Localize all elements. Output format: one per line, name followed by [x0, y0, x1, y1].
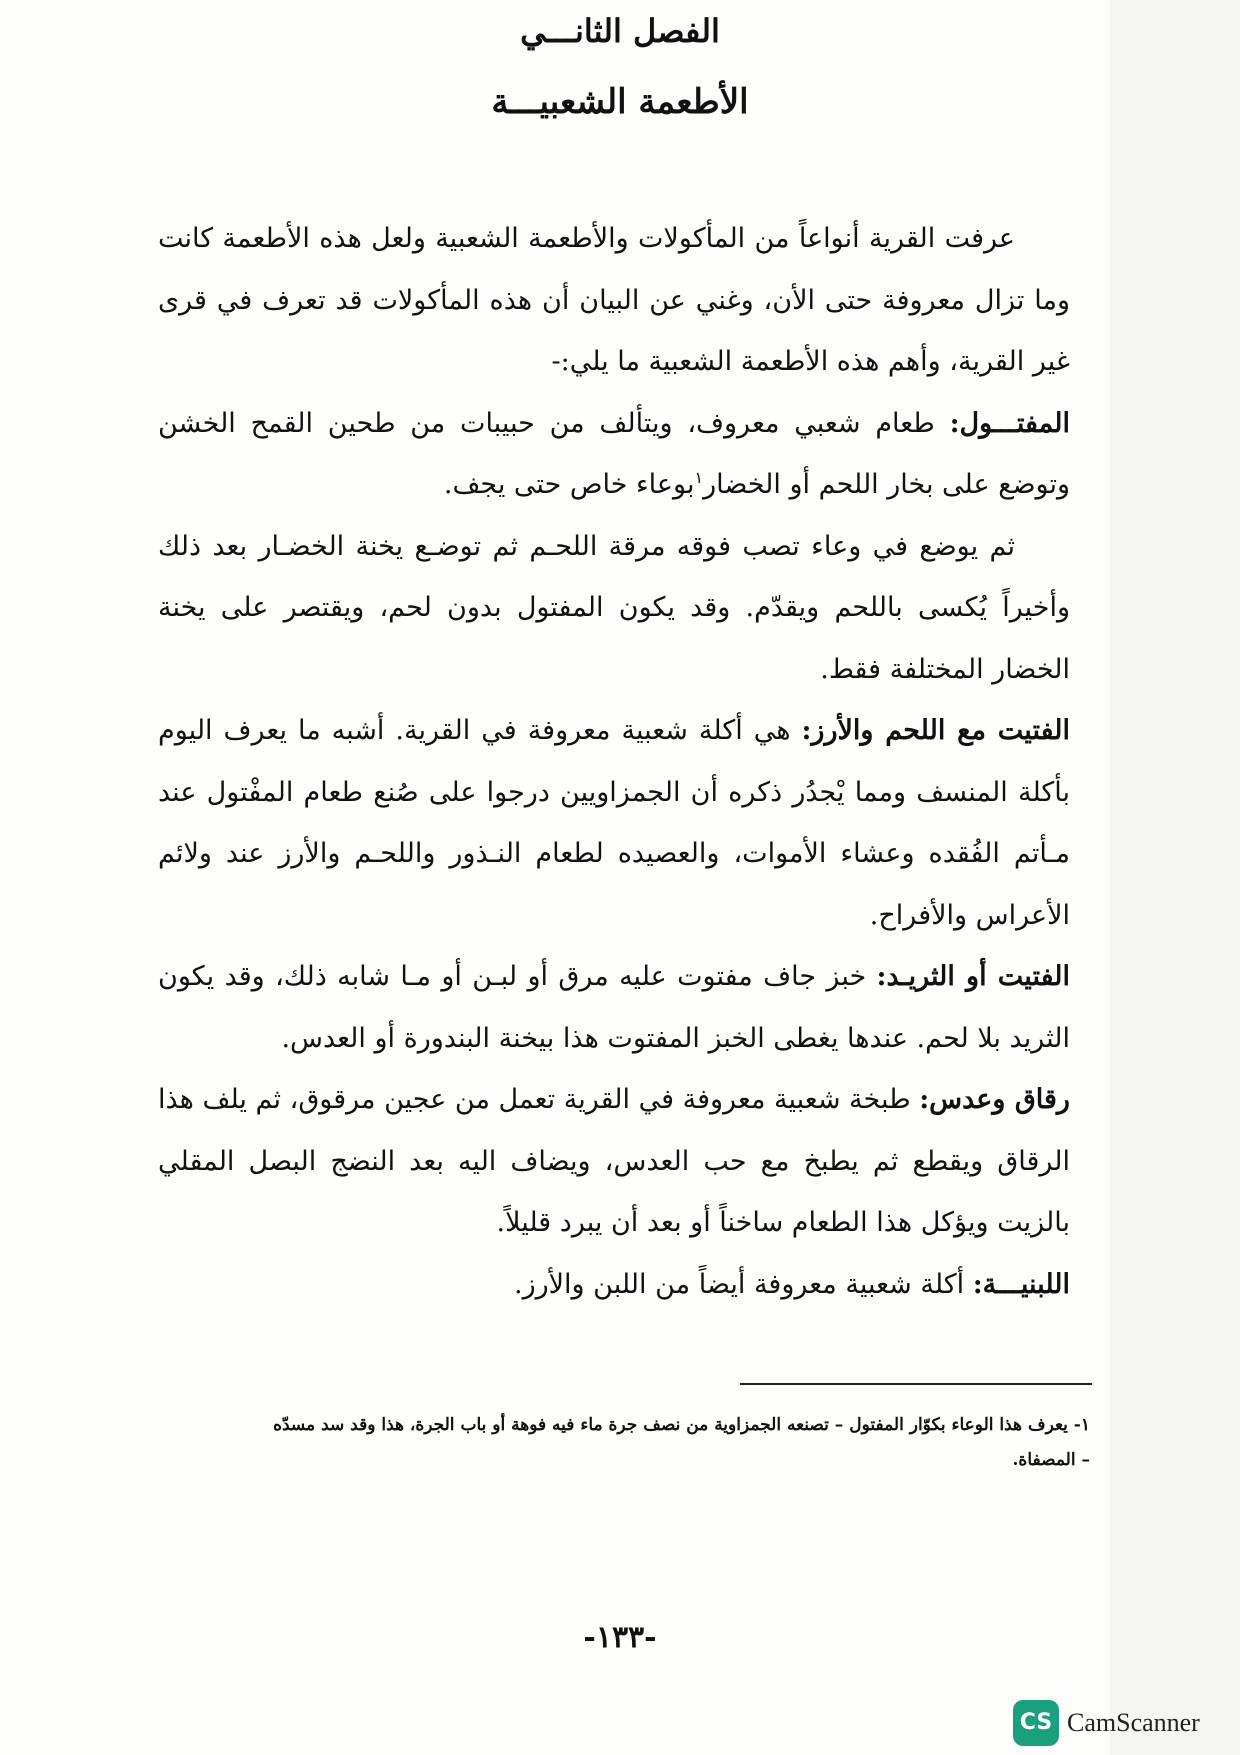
- entry-fatteh-thareed: [158, 946, 1070, 1069]
- page-title: الأطعمة الشعبيـــة: [491, 82, 749, 122]
- entry-term: اللبنيـــة:: [972, 1268, 1070, 1300]
- footnote: [150, 1408, 1090, 1478]
- entry-text: هي أكلة شعبية معروفة في القرية. أشبه ما يعرف اليوم بأكلة المنسف ومما يْجدُر ذكره أن الجمزاويين درجوا على صُنع طعام المفْتول عند مـأتم الفُقده وعشاء الأموات، والعصيده لطعام النـذور واللحـم والأرز عند ولائم الأعراس والأفراح.: [158, 715, 1070, 931]
- chapter-heading: الفصل الثانـــي: [520, 12, 720, 50]
- camscanner-watermark: [1013, 1698, 1218, 1748]
- entry-term: المفتـــول:: [949, 407, 1070, 439]
- entry-term: الفتيت مع اللحم والأرز:: [801, 715, 1070, 746]
- footnote-line: – المصفاة.: [1012, 1450, 1090, 1470]
- entry-text: طعام شعبي معروف، ويتألف من حبيبات من طحين القمح الخشن وتوضع على بخار اللحم أو الخضار: [158, 407, 1070, 500]
- entry-labaniyeh: [158, 1254, 1070, 1316]
- scan-shadow-edge: [1110, 0, 1240, 1755]
- entry-text: أكلة شعبية معروفة أيضاً من اللبن والأرز.: [513, 1268, 973, 1300]
- footnote-divider: [740, 1383, 1092, 1385]
- entry-fatteh-meat-rice: [158, 700, 1070, 946]
- footnote-marker: ١: [694, 468, 704, 487]
- entry-maftoul: [158, 393, 1070, 516]
- body-text: [158, 208, 1070, 1315]
- entry-text-continued: بوعاء خاص حتى يجف.: [443, 469, 695, 500]
- entry-term: رقاق وعدس:: [919, 1084, 1070, 1115]
- camscanner-label: CamScanner: [1067, 1708, 1200, 1737]
- entry-ruqaq: [158, 1069, 1070, 1254]
- entry-text: طبخة شعبية معروفة في القرية تعمل من عجين مرقوق، ثم يلف هذا الرقاق ويقطع ثم يطبخ مع حب العدس، ويضاف اليه بعد النضج البصل المقلي بالزيت ويؤكل هذا الطعام ساخناً أو بعد أن يبرد قليلاً.: [158, 1084, 1070, 1238]
- entry-text: خبز جاف مفتوت عليه مرق أو لبـن أو مـا شابه ذلك، وقد يكون الثريد بلا لحم. عندها يغطى الخبز المفتوت هذا بيخنة البندورة أو العدس.: [158, 961, 1070, 1054]
- entry-term: الفتيت أو الثريـد:: [876, 961, 1070, 992]
- intro-paragraph: عرفت القرية أنواعاً من المأكولات والأطعمة الشعبية ولعل هذه الأطعمة كانت وما تزال معروفة حتى الأن، وغني عن البيان أن هذه المأكولات قد تعرف في قرى غير القرية، وأهم هذه الأطعمة الشعبية ما يلي:-: [158, 223, 1070, 377]
- maftoul-continuation-paragraph: ثم يوضع في وعاء تصب فوقه مرقة اللحـم ثم توضـع يخنة الخضـار بعد ذلك وأخيراً يُكسى باللحم ويقدّم. وقد يكون المفتول بدون لحم، ويقتصر على يخنة الخضار المختلفة فقط.: [158, 530, 1070, 685]
- page-number: -١٣٣-: [583, 1620, 657, 1655]
- camscanner-logo-icon: CS: [1013, 1700, 1059, 1746]
- footnote-line: ١- يعرف هذا الوعاء بكوّار المفتول – تصنعه الجمزاوية من نصف جرة ماء فيه فوهة أو باب الجرة، هذا وقد سد مسدّه: [273, 1415, 1090, 1435]
